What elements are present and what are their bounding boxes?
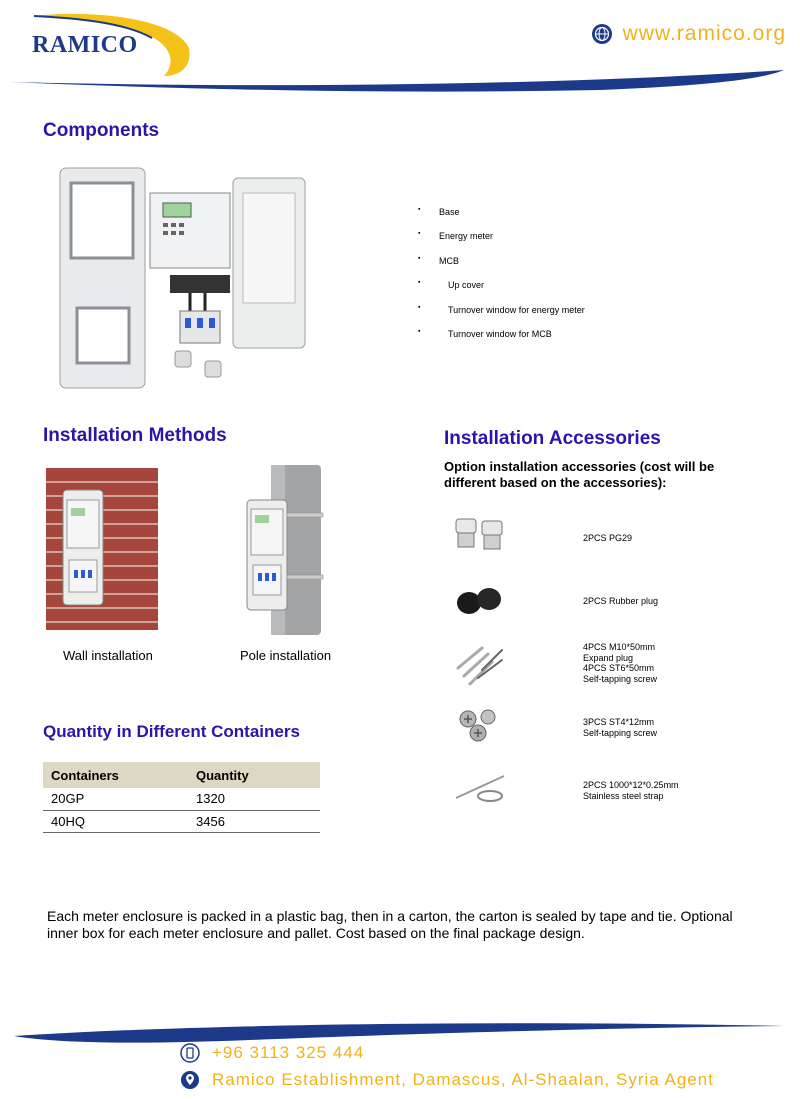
rubber-plug-icon bbox=[454, 585, 506, 617]
components-title: Components bbox=[43, 120, 160, 141]
list-item: ▪ Base bbox=[418, 207, 718, 231]
website-link[interactable]: www.ramico.org bbox=[622, 22, 786, 45]
accessory-text: 2PCS 1000*12*0.25mm Stainless steel strap bbox=[583, 780, 679, 801]
phone-contact bbox=[180, 1043, 364, 1063]
list-item: ▪ Energy meter bbox=[418, 231, 718, 255]
table-cell: 3456 bbox=[188, 810, 320, 832]
table-cell: 40HQ bbox=[43, 810, 188, 832]
column-header: Containers bbox=[43, 762, 188, 788]
table-header-row bbox=[43, 762, 320, 788]
accessory-text: 2PCS PG29 bbox=[583, 533, 633, 543]
phone-icon bbox=[180, 1043, 200, 1063]
list-item: ▪ MCB bbox=[418, 256, 718, 280]
header-swoosh bbox=[0, 60, 800, 100]
installation-accessories-title: Installation Accessories bbox=[444, 428, 661, 449]
accessory-text: 3PCS ST4*12mm Self-tapping screw bbox=[583, 717, 658, 738]
list-item: ▪ Turnover window for MCB bbox=[418, 329, 718, 353]
pole-installation-image bbox=[243, 465, 343, 635]
location-pin-icon bbox=[180, 1070, 200, 1090]
pole-installation-caption: Pole installation bbox=[240, 648, 332, 663]
steel-strap-icon bbox=[452, 770, 508, 804]
cable-gland-icon bbox=[452, 515, 508, 555]
accessory-text: 2PCS Rubber plug bbox=[583, 596, 659, 606]
website-block bbox=[591, 22, 786, 46]
column-header: Quantity bbox=[188, 762, 320, 788]
address-contact bbox=[180, 1070, 714, 1090]
wall-installation-caption: Wall installation bbox=[63, 648, 153, 663]
globe-icon bbox=[591, 23, 613, 45]
table-cell: 1320 bbox=[188, 788, 320, 810]
list-item: ▪ Up cover bbox=[418, 280, 718, 304]
table-row bbox=[43, 788, 320, 810]
phone-number[interactable]: +96 3113 325 444 bbox=[212, 1043, 365, 1062]
packing-description: Each meter enclosure is packed in a plastic bag, then in a carton, the carton is sealed by tape and tie. Optional inner box for each meter enclosure and pallet. Cost based on the final package design. bbox=[47, 908, 733, 941]
quantity-table bbox=[43, 762, 320, 833]
table-row bbox=[43, 810, 320, 832]
quantity-title: Quantity in Different Containers bbox=[43, 722, 300, 741]
footer-swoosh bbox=[0, 1010, 800, 1050]
components-exploded-image bbox=[55, 163, 315, 398]
address-text: Ramico Establishment, Damascus, Al-Shaalan, Syria Agent bbox=[212, 1070, 714, 1089]
accessories-subtitle: Option installation accessories (cost will be different based on the accessories): bbox=[444, 459, 715, 490]
screw-icon bbox=[454, 705, 504, 745]
expand-plug-icon bbox=[452, 640, 506, 688]
accessory-text: 4PCS M10*50mm Expand plug 4PCS ST6*50mm Self-tapping screw bbox=[583, 642, 658, 684]
logo-text: RAMICO bbox=[32, 32, 138, 58]
table-cell: 20GP bbox=[43, 788, 188, 810]
wall-installation-image bbox=[46, 468, 158, 630]
components-list bbox=[418, 207, 718, 353]
list-item: ▪ Turnover window for energy meter bbox=[418, 305, 718, 329]
installation-methods-title: Installation Methods bbox=[43, 425, 227, 446]
